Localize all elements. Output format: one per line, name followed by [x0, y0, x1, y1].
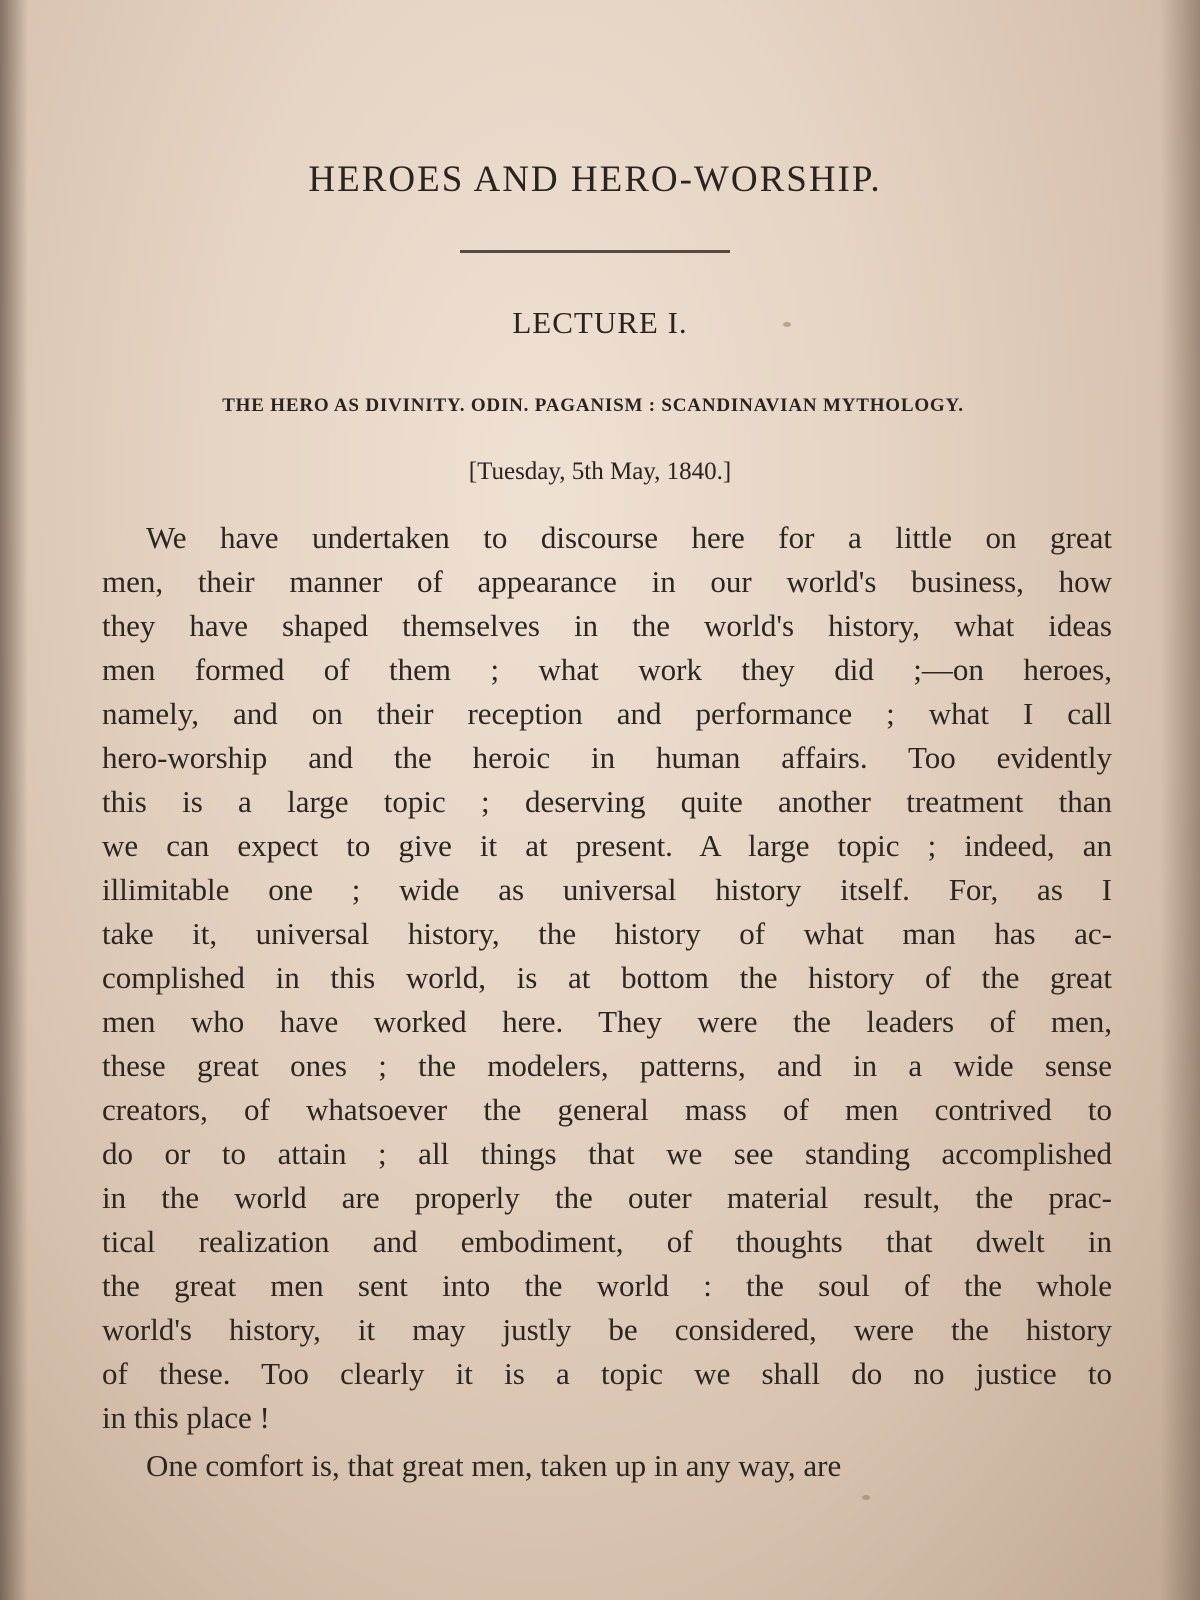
- text-line: take it, universal history, the history of what man has ac-: [102, 916, 1112, 951]
- text-line: do or to attain ; all things that we see standing accomplished: [102, 1136, 1112, 1171]
- text-line: tical realization and embodiment, of thoughts that dwelt in: [102, 1224, 1112, 1259]
- text-line: in the world are properly the outer material result, the prac-: [102, 1180, 1112, 1215]
- lecture-heading: LECTURE I.: [512, 305, 688, 340]
- text-line: they have shaped themselves in the world's history, what ideas: [102, 608, 1112, 643]
- text-line: in this place !: [102, 1400, 270, 1435]
- text-line: men, their manner of appearance in our world's business, how: [102, 564, 1112, 599]
- text-line: men formed of them ; what work they did ;—on heroes,: [102, 652, 1112, 687]
- text-line: complished in this world, is at bottom the history of the great: [102, 960, 1112, 995]
- book-title: HEROES AND HERO-WORSHIP.: [308, 159, 882, 200]
- title-rule: [460, 250, 730, 253]
- text-line: world's history, it may justly be considered, were the history: [102, 1312, 1112, 1347]
- text-line: One comfort is, that great men, taken up in any way, are: [146, 1448, 842, 1483]
- lecture-date: [Tuesday, 5th May, 1840.]: [468, 458, 732, 485]
- lecture-subtitle: THE HERO AS DIVINITY. ODIN. PAGANISM : SCANDINAVIAN MYTHOLOGY.: [222, 395, 964, 416]
- text-line: creators, of whatsoever the general mass of men contrived to: [102, 1092, 1112, 1127]
- text-line: men who have worked here. They were the leaders of men,: [102, 1004, 1112, 1039]
- text-line: we can expect to give it at present. A large topic ; indeed, an: [102, 828, 1112, 863]
- text-line: illimitable one ; wide as universal history itself. For, as I: [102, 872, 1112, 907]
- text-line: of these. Too clearly it is a topic we shall do no justice to: [102, 1356, 1112, 1391]
- text-line: these great ones ; the modelers, patterns, and in a wide sense: [102, 1048, 1112, 1083]
- text-line: namely, and on their reception and performance ; what I call: [102, 696, 1112, 731]
- text-line: We have undertaken to discourse here for a little on great: [146, 520, 1112, 555]
- text-line: this is a large topic ; deserving quite another treatment than: [102, 784, 1112, 819]
- text-line: hero-worship and the heroic in human affairs. Too evidently: [102, 740, 1112, 775]
- paper-fleck: [783, 322, 791, 327]
- text-line: the great men sent into the world : the soul of the whole: [102, 1268, 1112, 1303]
- body-text: [102, 516, 1112, 1488]
- paper-fleck: [862, 1495, 870, 1500]
